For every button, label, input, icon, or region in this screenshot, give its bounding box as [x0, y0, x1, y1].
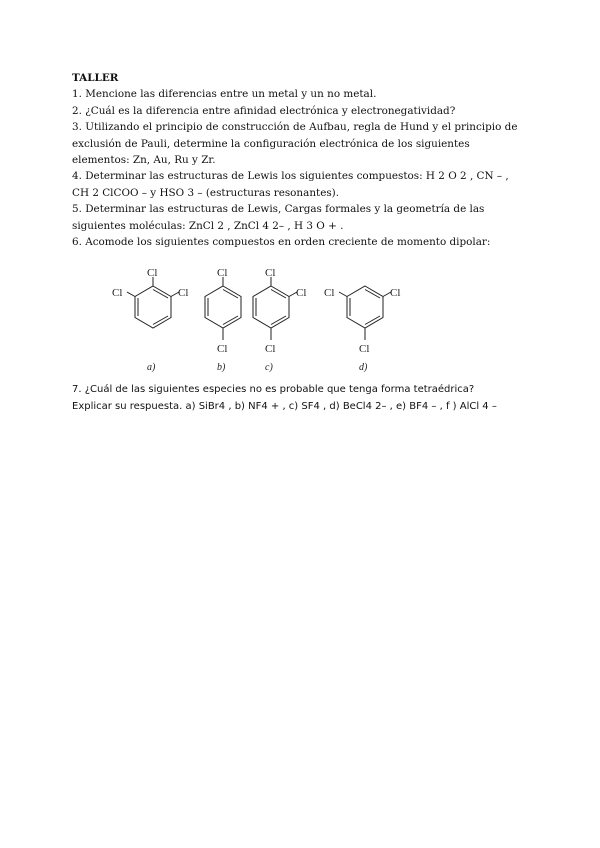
cl-label: Cl: [178, 287, 189, 299]
question-1: 1. Mencione las diferencias entre un metal y un no metal.: [72, 88, 377, 101]
cl-label: Cl: [324, 287, 335, 299]
label-b: b): [217, 362, 226, 373]
cl-label: Cl: [217, 267, 228, 279]
cl-label: Cl: [147, 267, 158, 279]
molecule-d: [339, 286, 391, 340]
cl-label: Cl: [265, 343, 276, 355]
label-a: a): [147, 362, 156, 373]
question-3-line-3: elementos: Zn, Au, Ru y Zr.: [72, 154, 216, 167]
question-4-line-1: 4. Determinar las estructuras de Lewis los siguientes compuestos: H 2 O 2 , CN – ,: [72, 170, 509, 183]
question-block: [72, 70, 542, 250]
question-5-line-1: 5. Determinar las estructuras de Lewis, Cargas formales y la geometría de las: [72, 203, 485, 216]
question-3-line-2: exclusión de Pauli, determine la configuración electrónica de los siguientes: [72, 137, 470, 150]
question-7-line-1: 7. ¿Cuál de las siguientes especies no es probable que tenga forma tetraédrica?: [72, 384, 475, 395]
question-3-line-1: 3. Utilizando el principio de construcción de Aufbau, regla de Hund y el principio de: [72, 121, 518, 134]
cl-label: Cl: [265, 267, 276, 279]
question-5-line-2: siguientes moléculas: ZnCl 2 , ZnCl 4 2– , H 3 O + .: [72, 219, 344, 232]
label-c: c): [265, 362, 273, 373]
cl-label: Cl: [217, 343, 228, 355]
question-7-block: [72, 381, 542, 415]
cl-label: Cl: [296, 287, 307, 299]
cl-label: Cl: [359, 343, 370, 355]
question-6: 6. Acomode los siguientes compuestos en orden creciente de momento dipolar:: [72, 236, 491, 249]
molecule-c: [253, 277, 297, 340]
molecule-b: [205, 277, 241, 340]
molecule-a: [127, 277, 179, 328]
cl-label: Cl: [112, 287, 123, 299]
question-2: 2. ¿Cuál es la diferencia entre afinidad electrónica y electronegatividad?: [72, 104, 456, 117]
question-4-line-2: CH 2 ClCOO – y HSO 3 – (estructuras resonantes).: [72, 186, 340, 199]
label-d: d): [359, 362, 368, 373]
question-7-line-2: Explicar su respuesta. a) SiBr4 , b) NF4 + , c) SF4 , d) BeCl4 2– , e) BF4 – , f ) AlCl 4 –: [72, 401, 497, 412]
cl-label: Cl: [390, 287, 401, 299]
dichlorobenzene-structures-figure: [105, 266, 415, 378]
page-title: TALLER: [72, 72, 119, 84]
